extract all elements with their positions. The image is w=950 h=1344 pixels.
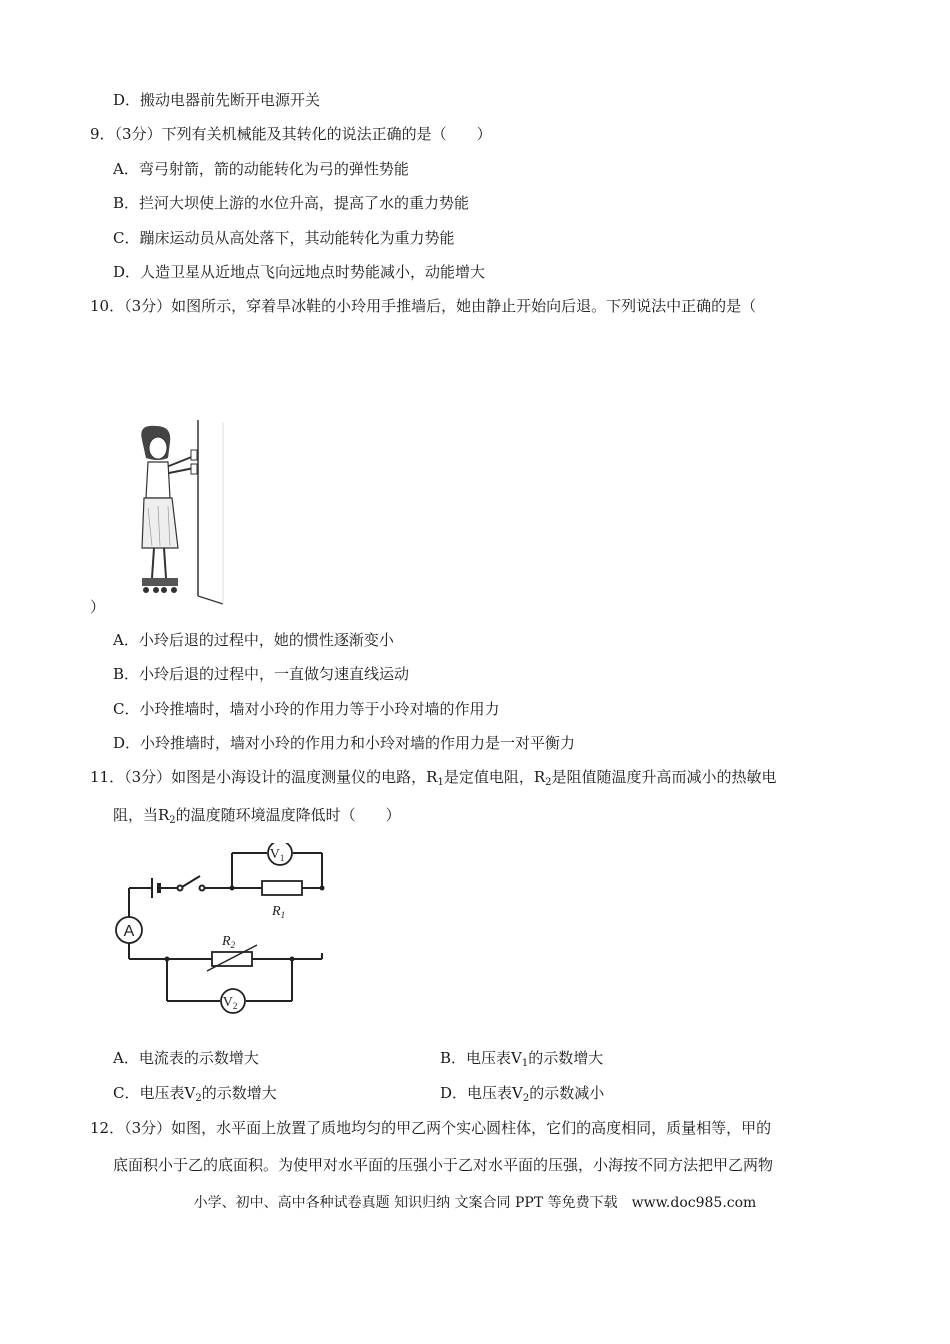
page-footer: 小学、初中、高中各种试卷真题 知识归纳 文案合同 PPT 等免费下载 www.doc985.com — [193, 1195, 757, 1211]
q10-option-a: A．小玲后退的过程中，她的惯性逐渐变小 — [113, 631, 394, 649]
q10-option-d: D．小玲推墙时，墙对小玲的作用力和小玲对墙的作用力是一对平衡力 — [113, 734, 576, 752]
q10-close-paren: ） — [90, 598, 106, 616]
q12-stem-line2: 底面积小于乙的底面积。为使甲对水平面的压强小于乙对水平面的压强，小海按不同方法把甲乙两物 — [113, 1156, 774, 1174]
prev-option-d: D．搬动电器前先断开电源开关 — [113, 91, 321, 109]
r2-label: $R_2$ — [222, 934, 236, 950]
q12-stem-line1: 12．（3分）如图，水平面上放置了质地均匀的甲乙两个实心圆柱体，它们的高度相同，质量相等，甲的 — [90, 1119, 772, 1137]
q11-option-a: A．电流表的示数增大 — [113, 1049, 259, 1067]
q10-stem: 10．（3分）如图所示，穿着旱冰鞋的小玲用手推墙后，她由静止开始向后退。下列说法中正确的是（ — [90, 297, 757, 315]
q10-option-c: C．小玲推墙时，墙对小玲的作用力等于小玲对墙的作用力 — [113, 700, 500, 718]
q9-option-d: D．人造卫星从近地点飞向远地点时势能减小，动能增大 — [113, 263, 486, 281]
v1-label: $V_1$ — [269, 847, 285, 863]
q9-option-c: C．蹦床运动员从高处落下，其动能转化为重力势能 — [113, 229, 455, 247]
q9-option-b: B．拦河大坝使上游的水位升高，提高了水的重力势能 — [113, 194, 470, 212]
q10-option-b: B．小玲后退的过程中，一直做匀速直线运动 — [113, 665, 410, 683]
ammeter-label: A — [123, 923, 135, 940]
q11-option-b: B．电压表$V_1$的示数增大 — [440, 1049, 604, 1069]
v2-label: $V_2$ — [222, 995, 238, 1011]
r1-label: $R_1$ — [272, 904, 286, 920]
q11-option-d: D．电压表$V_2$的示数减小 — [440, 1084, 605, 1104]
q9-stem: 9．（3分）下列有关机械能及其转化的说法正确的是（ ） — [90, 125, 492, 143]
q11-stem-line1: 11．（3分）如图是小海设计的温度测量仪的电路，$R_1$是定值电阻，$R_2$是阻值随温度升高而减小的热敏电 — [90, 768, 777, 788]
q9-option-a: A．弯弓射箭，箭的动能转化为弓的弹性势能 — [113, 160, 409, 178]
girl-pushing-wall-figure — [128, 418, 228, 608]
q11-option-c: C．电压表$V_2$的示数增大 — [113, 1084, 277, 1104]
temperature-circuit-diagram — [112, 843, 332, 1025]
q11-stem-line2: 阻，当$R_2$的温度随环境温度降低时（ ） — [113, 806, 401, 826]
